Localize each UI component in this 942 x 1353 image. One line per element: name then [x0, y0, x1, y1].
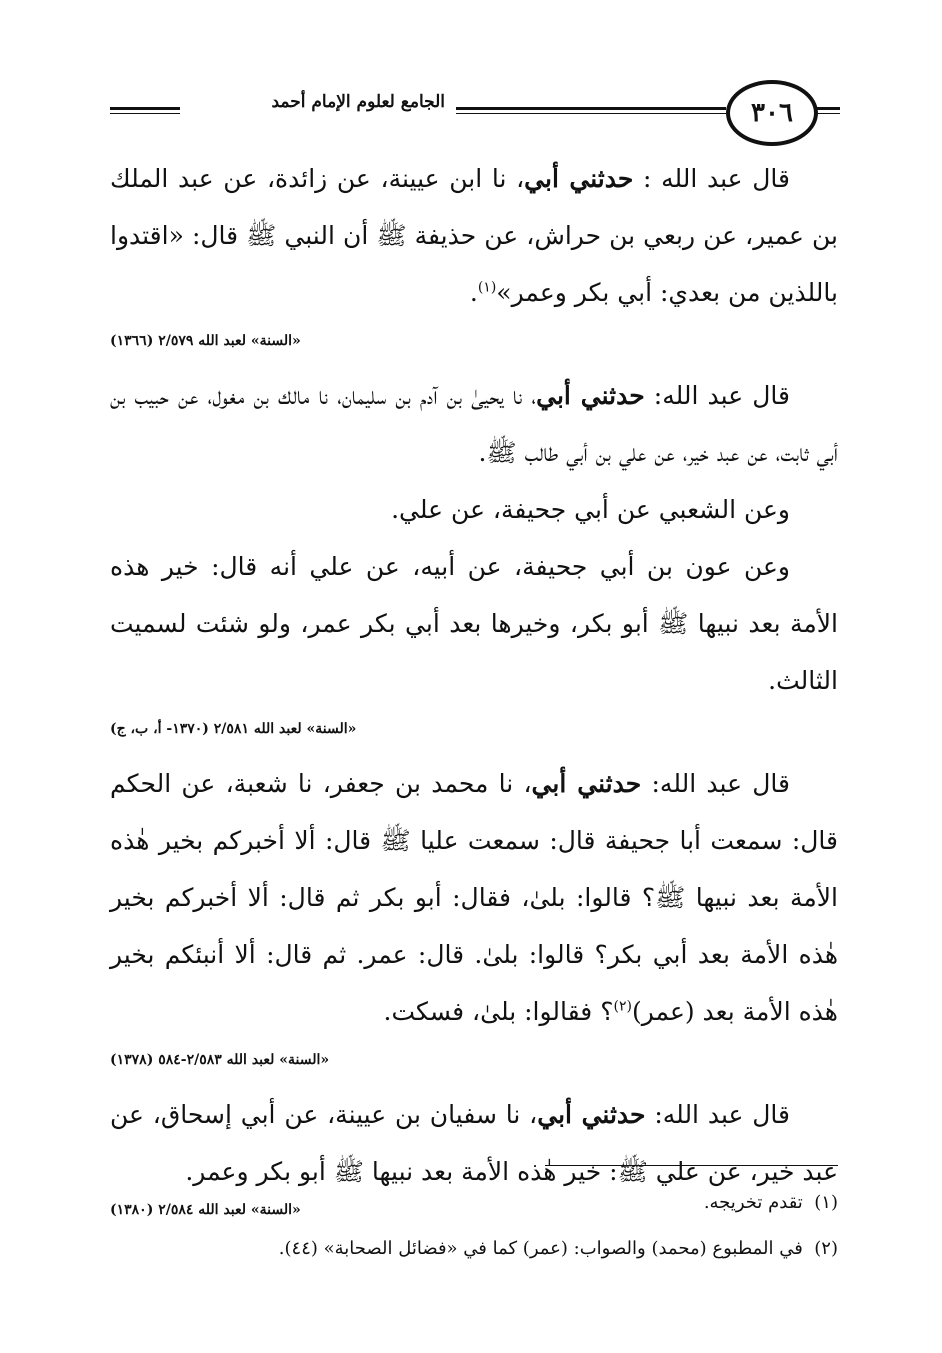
paragraph — [110, 755, 838, 1040]
narration-text: ، نا ابن عيينة، عن زائدة، عن عبد الملك بن عمير، عن ربعي بن حراش، عن حذيفة ﷺ أن النبي ﷺ قال: «اقتدوا باللذين من بعدي: أبي بكر وعمر» — [110, 164, 838, 307]
narration-lead: قال عبد الله: — [645, 1100, 790, 1129]
reference-text: «السنة» لعبد الله ٢/٥٨٤ (١٣٨٠) — [110, 1202, 301, 1218]
narration-text: ، نا يحيىٰ بن آدم بن سليمان، نا مالك بن مغول، عن حبيب بن أبي ثابت، عن عبد خير، عن علي بن أبي طالب ﷺ. — [110, 381, 838, 467]
header-rule — [816, 107, 840, 114]
footnote-separator — [545, 1165, 838, 1166]
narration-bold: حدثني أبي — [531, 769, 642, 798]
header-rule — [456, 107, 726, 114]
source-reference — [110, 1050, 838, 1070]
narration-bold: حدثني أبي — [524, 164, 634, 193]
header-rule — [110, 107, 180, 114]
footnote-number: (١) — [814, 1192, 838, 1213]
narration-text: ، نا محمد بن جعفر، نا شعبة، عن الحكم قال: سمعت أبا جحيفة قال: سمعت عليا ﷺ قال: ألا أخبركم بخير هٰذه الأمة بعد نبيها ﷺ؟ قالوا: بلىٰ، فقال: أبو بكر ثم قال: ألا أخبركم بخير هٰذه الأمة بعد أبي بكر؟ قالوا: بلىٰ. قال: عمر. ثم قال: ألا أنبئكم بخير هٰذه الأمة بعد (عمر) — [110, 769, 838, 1026]
reference-text: «السنة» لعبد الله ٢/٥٨١ (١٣٧٠- أ، ب، ج) — [110, 721, 357, 737]
narration-text: ، نا سفيان بن عيينة، عن أبي إسحاق، عن عبد خير، عن علي ﷺ: خير هٰذه الأمة بعد نبيها ﷺ أبو بكر وعمر. — [110, 1100, 838, 1186]
page-number: ٣٠٦ — [726, 80, 818, 146]
running-title: الجامع لعلوم الإمام أحمد — [271, 92, 445, 112]
source-reference — [110, 331, 838, 351]
reference-text: «السنة» لعبد الله ٢/٥٨٣-٥٨٤ (١٣٧٨) — [110, 1052, 330, 1068]
footnote-text: تقدم تخريجه. — [703, 1192, 803, 1213]
footnotes — [110, 1180, 838, 1272]
footnote-number: (٢) — [814, 1238, 838, 1259]
footnote-marker: (٢) — [613, 998, 632, 1015]
reference-text: «السنة» لعبد الله ٢/٥٧٩ (١٣٦٦) — [110, 333, 301, 349]
footnote — [110, 1226, 838, 1272]
narration-lead: قال عبد الله : — [633, 164, 790, 193]
page-body — [110, 150, 838, 1236]
narration-bold: حدثني أبي — [536, 381, 645, 410]
footnote-marker: (١) — [477, 279, 497, 296]
paragraph: وعن الشعبي عن أبي جحيفة، عن علي. — [391, 495, 790, 524]
paragraph: وعن عون بن أبي جحيفة، عن أبيه، عن علي أنه قال: خير هذه الأمة بعد نبيها ﷺ أبو بكر، وخيرها بعد أبي بكر عمر، ولو شئت لسميت الثالث. — [110, 552, 838, 695]
footnote — [110, 1180, 838, 1226]
narration-lead: قال عبد الله: — [641, 769, 790, 798]
narration-end: ؟ فقالوا: بلىٰ، فسكت. — [383, 997, 614, 1026]
source-reference — [110, 719, 838, 739]
narration-end: . — [469, 278, 478, 307]
narration-bold: حدثني أبي — [537, 1100, 646, 1129]
footnote-text: في المطبوع (محمد) والصواب: (عمر) كما في «فضائل الصحابة» (٤٤). — [278, 1238, 803, 1259]
page-header — [100, 70, 840, 140]
paragraph — [110, 150, 838, 321]
narration-lead: قال عبد الله: — [644, 381, 790, 410]
paragraph — [110, 367, 838, 481]
